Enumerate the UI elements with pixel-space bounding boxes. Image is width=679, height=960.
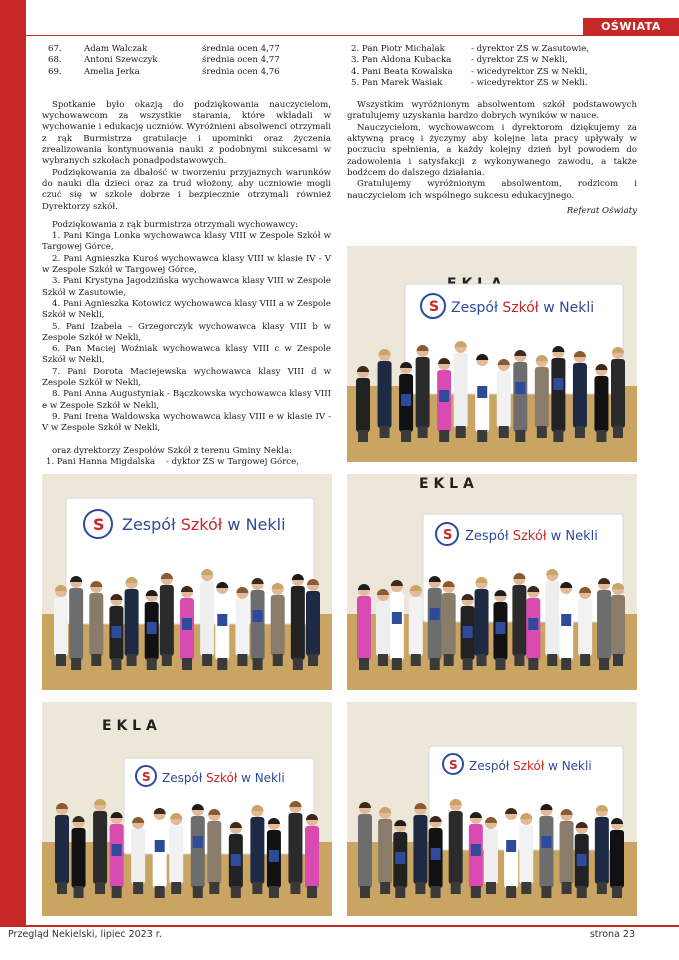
paragraph: Podziękowania z rąk burmistrza otrzymali wychowawcy: <box>52 219 299 230</box>
person-figure <box>131 829 145 884</box>
person-figure <box>454 353 468 428</box>
person-legs <box>378 654 388 666</box>
person-figure <box>357 596 371 660</box>
person-figure <box>545 581 559 656</box>
person-legs <box>514 654 524 666</box>
teacher-item: 2. Pani Agnieszka Kuroś wychowawca klasy VIII w klasie IV - V w Zespole Szkół w Targowej Górce, <box>42 253 331 276</box>
person-legs <box>193 886 203 898</box>
person-legs <box>308 654 318 666</box>
diploma <box>269 850 279 862</box>
person-legs <box>253 658 263 670</box>
photo-scene <box>42 702 332 916</box>
director-row <box>351 55 589 66</box>
director-role: - dyrektor ZS w Nekli, <box>471 55 568 66</box>
person-legs <box>57 882 67 894</box>
person-figure <box>497 371 511 428</box>
diploma <box>553 378 563 390</box>
person-figure <box>93 811 107 884</box>
person-legs <box>290 882 300 894</box>
diploma <box>395 852 405 864</box>
person-figure <box>512 585 526 656</box>
teacher-item: 7. Pani Dorota Maciejewska wychowawca klasy VIII d w Zespole Szkół w Nekli, <box>42 366 331 389</box>
diploma <box>155 840 165 852</box>
person-legs <box>71 658 81 670</box>
paragraph: Nauczycielom, wychowawcom i dyrektorom dziękujemy za aktywną pracę i życzymy aby kolejne lata pracy upływały w poczuciu spełnienia, a każdy kolejny dzień był powodem do zadowolenia i satysfakcji z wykonywanego zawodu, a także bodźcem do dalszego działania. <box>347 122 637 178</box>
svg-text:Zespół Szkół w Nekli: Zespół Szkół w Nekli <box>122 515 286 534</box>
director-row <box>351 44 589 55</box>
person-figure <box>169 825 183 884</box>
svg-text:Zespół Szkół w Nekli: Zespół Szkół w Nekli <box>451 300 595 316</box>
person-legs <box>269 886 279 898</box>
person-legs <box>553 430 563 442</box>
diploma <box>506 840 516 852</box>
paragraph: Wszystkim wyróżnionym absolwentom szkół podstawowych gratulujemy uzyskania bardzo dobrych wyników w nauce. <box>347 100 637 122</box>
person-legs <box>307 886 317 898</box>
person-figure <box>191 816 205 888</box>
svg-text:E K L A: E K L A <box>419 476 474 492</box>
left-column <box>42 44 331 468</box>
person-legs <box>471 886 481 898</box>
person-legs <box>171 882 181 894</box>
person-figure <box>378 819 392 884</box>
diploma <box>147 622 157 634</box>
right-column <box>347 44 637 217</box>
person-legs <box>411 654 421 666</box>
person-legs <box>451 882 461 894</box>
person-legs <box>547 654 557 666</box>
person-legs <box>561 658 571 670</box>
grade-number: 68. <box>48 55 62 66</box>
person-legs <box>202 654 212 666</box>
person-legs <box>477 430 487 442</box>
person-legs <box>127 654 137 666</box>
grade-average: średnia ocen 4,76 <box>202 66 280 77</box>
teacher-item: 5. Pani Izabela – Grzegorczyk wychowawca klasy VIII b w Zespole Szkół w Nekli, <box>42 321 331 343</box>
teacher-item: 8. Pani Anna Augustyniak - Bączkowska wychowawca klasy VIII e w Zespole Szkół w Nekli, <box>42 389 331 411</box>
person-figure <box>573 363 587 428</box>
diploma <box>193 836 203 848</box>
svg-text:S: S <box>429 299 440 315</box>
paragraph: oraz dyrektorzy Zespołów Szkół z terenu Gminy Nekla: <box>52 445 293 456</box>
person-figure <box>250 817 264 884</box>
person-figure <box>235 599 249 656</box>
person-figure <box>442 593 456 656</box>
person-figure <box>271 595 285 656</box>
person-figure <box>413 815 427 884</box>
director-name: 5. Pan Marek Wasiak <box>351 77 443 88</box>
director-name: 1. Pani Hanna Migdalska <box>46 456 156 467</box>
paragraph: Podziękowania za dbałość w tworzeniu przyjaznych warunków do nauki dla dzieci oraz za trud włożony, aby uczniowie mogli czuć się w szkole dobrze i bezpiecznie otrzymali również Dyrektorzy szkół. <box>42 167 331 212</box>
person-figure <box>409 597 423 656</box>
person-legs <box>577 886 587 898</box>
person-figure <box>484 829 498 884</box>
teacher-item: 1. Pani Kinga Lonka wychowawca klasy VIII w Zespole Szkół w Targowej Górce, <box>42 231 331 253</box>
person-figure <box>306 591 320 656</box>
person-legs <box>133 882 143 894</box>
diploma <box>541 836 551 848</box>
person-figure <box>54 597 68 656</box>
person-legs <box>506 886 516 898</box>
teacher-item: 9. Pani Irena Waldowska wychowawca klasy VIII e w klasie IV - V w Zespole Szkół w Nekli, <box>42 411 331 434</box>
diploma <box>471 844 481 856</box>
director-role: - dyrektor ZS w Zasutowie, <box>471 44 590 54</box>
person-legs <box>231 886 241 898</box>
person-figure <box>595 817 609 884</box>
person-figure <box>160 585 174 656</box>
director-role: - wicedyrektor ZS w Nekli. <box>471 77 588 88</box>
person-legs <box>562 882 572 894</box>
header-rule <box>26 35 679 36</box>
person-figure <box>416 357 430 428</box>
person-legs <box>358 430 368 442</box>
svg-text:E K L A: E K L A <box>102 718 157 734</box>
person-figure <box>560 821 574 884</box>
teacher-item: 6. Pan Maciej Woźniak wychowawca klasy VIII c w Zespole Szkół w Nekli, <box>42 344 331 366</box>
grade-row <box>48 55 280 66</box>
person-figure <box>449 811 463 884</box>
person-figure <box>358 814 372 888</box>
person-figure <box>504 820 518 888</box>
grade-number: 69. <box>48 66 62 77</box>
person-figure <box>475 366 489 432</box>
person-legs <box>418 426 428 438</box>
person-legs <box>541 886 551 898</box>
group-photo-4 <box>42 702 332 916</box>
diploma <box>231 854 241 866</box>
person-legs <box>147 658 157 670</box>
person-legs <box>252 882 262 894</box>
person-legs <box>439 430 449 442</box>
svg-text:Zespół Szkół w Nekli: Zespół Szkół w Nekli <box>465 529 598 544</box>
person-figure <box>72 828 86 888</box>
person-legs <box>537 426 547 438</box>
person-legs <box>74 886 84 898</box>
footer-rule <box>0 925 679 927</box>
diploma <box>477 386 487 398</box>
person-legs <box>237 654 247 666</box>
person-legs <box>293 658 303 670</box>
photo-scene <box>347 246 637 462</box>
group-photo-2 <box>42 474 332 690</box>
person-legs <box>499 426 509 438</box>
person-figure <box>597 590 611 660</box>
person-figure <box>125 589 139 656</box>
director-row <box>351 67 589 78</box>
person-figure <box>69 588 83 660</box>
person-figure <box>356 378 370 432</box>
person-figure <box>551 358 565 432</box>
svg-text:Zespół Szkół w Nekli: Zespół Szkół w Nekli <box>469 759 592 773</box>
person-figure <box>207 821 221 884</box>
director-role: - dyktor ZS w Targowej Górce, <box>166 456 299 467</box>
person-legs <box>495 658 505 670</box>
diploma <box>577 854 587 866</box>
person-figure <box>578 599 592 656</box>
person-legs <box>182 658 192 670</box>
student-name: Adam Walczak <box>84 44 148 54</box>
page-number: strona 23 <box>589 929 635 940</box>
diploma <box>561 614 571 626</box>
teacher-item: 3. Pani Krystyna Jagodzińska wychowawca klasy VIII w Zespole Szkół w Zasutowie, <box>42 276 331 298</box>
person-legs <box>392 658 402 670</box>
svg-text:S: S <box>443 528 453 543</box>
grade-row <box>48 44 280 55</box>
svg-text:Zespół Szkół w Nekli: Zespół Szkół w Nekli <box>162 771 285 785</box>
person-legs <box>477 654 487 666</box>
person-figure <box>513 362 527 432</box>
person-figure <box>376 601 390 656</box>
person-legs <box>612 886 622 898</box>
diploma <box>111 626 121 638</box>
photo-scene <box>42 474 332 690</box>
photo-scene <box>347 474 637 690</box>
person-legs <box>380 882 390 894</box>
person-figure <box>535 367 549 428</box>
person-figure <box>305 826 319 888</box>
director-name: 4. Pani Beata Kowalska <box>351 66 453 77</box>
diploma <box>439 390 449 402</box>
director-row <box>351 78 589 89</box>
person-legs <box>456 426 466 438</box>
person-legs <box>360 886 370 898</box>
group-photo-5 <box>347 702 637 916</box>
director-list <box>351 44 589 89</box>
person-figure <box>291 586 305 660</box>
person-figure <box>611 359 625 428</box>
person-legs <box>613 426 623 438</box>
person-figure <box>594 376 608 432</box>
person-legs <box>273 654 283 666</box>
director-list <box>46 457 299 468</box>
diploma <box>182 618 192 630</box>
person-legs <box>486 882 496 894</box>
svg-text:S: S <box>93 515 105 534</box>
person-legs <box>599 658 609 670</box>
person-legs <box>597 882 607 894</box>
grade-average: średnia ocen 4,77 <box>202 44 280 54</box>
person-legs <box>575 426 585 438</box>
student-name: Amelia Jerka <box>84 66 140 77</box>
paragraph: Gratulujemy wyróżnionym absolwentom, rodzicom i nauczycielom ich wspólnego sukcesu edukacyjnego. <box>347 179 637 201</box>
svg-text:S: S <box>449 758 458 772</box>
person-legs <box>596 430 606 442</box>
diploma <box>253 610 263 622</box>
diploma <box>112 844 122 856</box>
director-role: - wicedyrektor ZS w Nekli, <box>471 66 588 77</box>
person-legs <box>431 886 441 898</box>
person-figure <box>55 815 69 884</box>
person-legs <box>56 654 66 666</box>
person-figure <box>610 830 624 888</box>
person-legs <box>415 882 425 894</box>
person-legs <box>401 430 411 442</box>
diploma <box>430 608 440 620</box>
person-legs <box>380 426 390 438</box>
photo-scene <box>347 702 637 916</box>
grade-number: 67. <box>48 44 62 54</box>
person-legs <box>217 658 227 670</box>
group-photo-3 <box>347 474 637 690</box>
person-figure <box>89 593 103 656</box>
person-legs <box>162 654 172 666</box>
person-legs <box>209 882 219 894</box>
footer-publication: Przegląd Nekielski, lipiec 2023 r. <box>8 929 162 940</box>
section-tab: OŚWIATA <box>583 18 679 36</box>
group-photo-1 <box>347 246 637 462</box>
left-accent-bar <box>0 0 26 925</box>
director-name: 3. Pan Aldona Kubacka <box>351 55 452 66</box>
diploma <box>463 626 473 638</box>
person-legs <box>521 882 531 894</box>
person-legs <box>359 658 369 670</box>
person-figure <box>428 588 442 660</box>
person-figure <box>288 813 302 884</box>
person-figure <box>215 594 229 660</box>
person-legs <box>395 886 405 898</box>
person-figure <box>475 589 489 656</box>
student-name: Antoni Szewczyk <box>84 55 158 66</box>
person-figure <box>378 361 392 428</box>
person-figure <box>519 825 533 884</box>
diploma <box>528 618 538 630</box>
person-figure <box>559 594 573 660</box>
grade-row <box>48 67 280 78</box>
director-name: 2. Pan Piotr Michalak <box>351 44 445 54</box>
grades-list <box>48 44 280 78</box>
diploma <box>431 848 441 860</box>
director-row <box>46 457 299 468</box>
person-figure <box>200 581 214 656</box>
person-legs <box>95 882 105 894</box>
diploma <box>515 382 525 394</box>
person-figure <box>611 595 625 656</box>
diploma <box>392 612 402 624</box>
person-legs <box>155 886 165 898</box>
person-legs <box>613 654 623 666</box>
teacher-item: 4. Pani Agnieszka Kotowicz wychowawca klasy VIII a w Zespole Szkół w Nekli, <box>42 298 331 321</box>
person-figure <box>251 590 265 660</box>
person-figure <box>390 592 404 660</box>
person-legs <box>444 654 454 666</box>
person-figure <box>153 820 167 888</box>
person-legs <box>515 430 525 442</box>
person-legs <box>580 654 590 666</box>
person-legs <box>528 658 538 670</box>
person-legs <box>463 658 473 670</box>
person-legs <box>430 658 440 670</box>
diploma <box>217 614 227 626</box>
signature: Referat Oświaty <box>566 205 637 216</box>
person-figure <box>539 816 553 888</box>
diploma <box>495 622 505 634</box>
person-legs <box>112 886 122 898</box>
person-legs <box>91 654 101 666</box>
diploma <box>401 394 411 406</box>
svg-text:S: S <box>142 770 151 784</box>
paragraph: Spotkanie było okazją do podziękowania nauczycielom, wychowawcom za wszystkie starania, które wkładali w wychowanie i edukację uczniów. Wyróżnieni absolwenci otrzymali z rąk Burmistrza gratulacje i upominki oraz życzenia zrealizowania kontynuowania nauki z podobnymi sukcesami w wybranych szkołach ponadpodstawowych. <box>42 99 331 167</box>
grade-average: średnia ocen 4,77 <box>202 55 280 66</box>
person-legs <box>111 658 121 670</box>
